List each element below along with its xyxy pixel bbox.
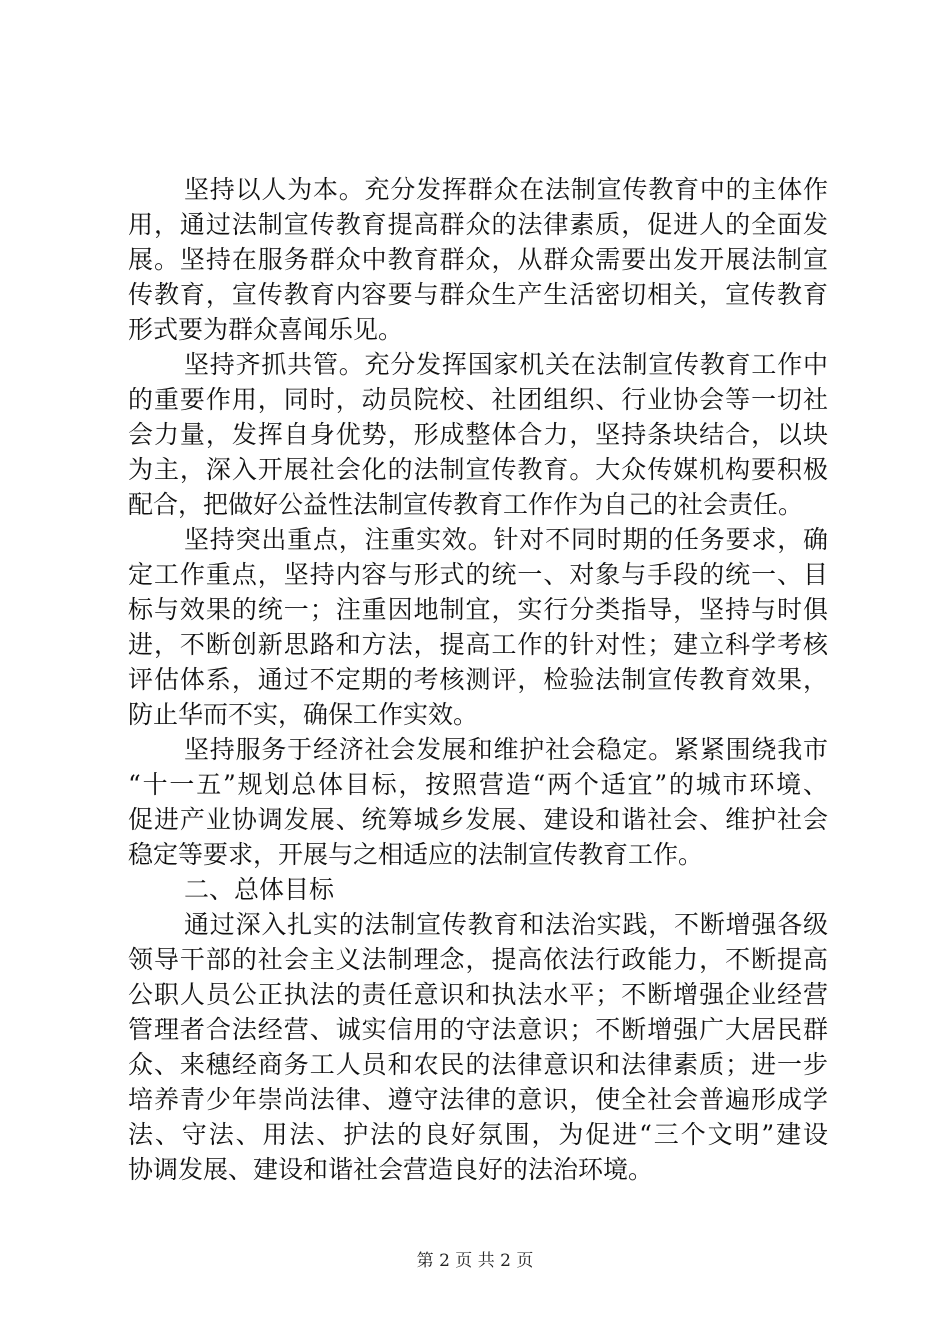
text-line: 协调发展、建设和谐社会营造良好的法治环境。 bbox=[128, 1155, 654, 1184]
page-number-label: 第 2 页 共 2 页 bbox=[416, 1251, 534, 1271]
text-line: 管理者合法经营、诚实信用的守法意识；不断增强广大居民群 bbox=[128, 1015, 828, 1044]
text-line: 坚持齐抓共管。充分发挥国家机关在法制宣传教育工作中 bbox=[184, 350, 828, 379]
text-line: 培养青少年崇尚法律、遵守法律的意识，使全社会普遍形成学 bbox=[128, 1085, 828, 1114]
text-line: 展。坚持在服务群众中教育群众，从群众需要出发开展法制宣 bbox=[128, 245, 828, 274]
text-line: 进，不断创新思路和方法，提高工作的针对性；建立科学考核 bbox=[128, 630, 828, 659]
text-line: 标与效果的统一；注重因地制宜，实行分类指导，坚持与时俱 bbox=[128, 595, 828, 624]
text-line: 坚持服务于经济社会发展和维护社会稳定。紧紧围绕我市 bbox=[184, 735, 828, 764]
text-line: 二、总体目标 bbox=[184, 875, 335, 904]
text-line: 的重要作用，同时，动员院校、社团组织、行业协会等一切社 bbox=[128, 385, 828, 414]
text-line: 为主，深入开展社会化的法制宣传教育。大众传媒机构要积极 bbox=[128, 455, 828, 484]
text-line: 通过深入扎实的法制宣传教育和法治实践，不断增强各级 bbox=[184, 910, 828, 939]
text-line: 领导干部的社会主义法制理念，提高依法行政能力，不断提高 bbox=[128, 945, 828, 974]
text-line: 会力量，发挥自身优势，形成整体合力，坚持条块结合，以块 bbox=[128, 420, 828, 449]
text-line: 稳定等要求，开展与之相适应的法制宣传教育工作。 bbox=[128, 840, 704, 869]
text-line: 评估体系，通过不定期的考核测评，检验法制宣传教育效果， bbox=[128, 665, 828, 694]
text-line: “十一五”规划总体目标，按照营造“两个适宜”的城市环境、 bbox=[128, 770, 828, 799]
text-line: 坚持突出重点，注重实效。针对不同时期的任务要求，确 bbox=[184, 525, 828, 554]
page-footer bbox=[0, 1246, 950, 1271]
text-line: 促进产业协调发展、统筹城乡发展、建设和谐社会、维护社会 bbox=[128, 805, 828, 834]
document-body bbox=[128, 172, 828, 1187]
text-line: 用，通过法制宣传教育提高群众的法律素质，促进人的全面发 bbox=[128, 210, 828, 239]
text-line: 法、守法、用法、护法的良好氛围，为促进“三个文明”建设 bbox=[128, 1120, 828, 1149]
text-line: 传教育，宣传教育内容要与群众生产生活密切相关，宣传教育 bbox=[128, 280, 828, 309]
text-line: 防止华而不实，确保工作实效。 bbox=[128, 700, 479, 729]
text-line: 形式要为群众喜闻乐见。 bbox=[128, 315, 404, 344]
text-line: 公职人员公正执法的责任意识和执法水平；不断增强企业经营 bbox=[128, 980, 828, 1009]
text-line: 众、来穗经商务工人员和农民的法律意识和法律素质；进一步 bbox=[128, 1050, 828, 1079]
text-line: 配合，把做好公益性法制宣传教育工作作为自己的社会责任。 bbox=[128, 490, 804, 519]
text-line: 坚持以人为本。充分发挥群众在法制宣传教育中的主体作 bbox=[184, 175, 828, 204]
text-line: 定工作重点，坚持内容与形式的统一、对象与手段的统一、目 bbox=[128, 560, 828, 589]
